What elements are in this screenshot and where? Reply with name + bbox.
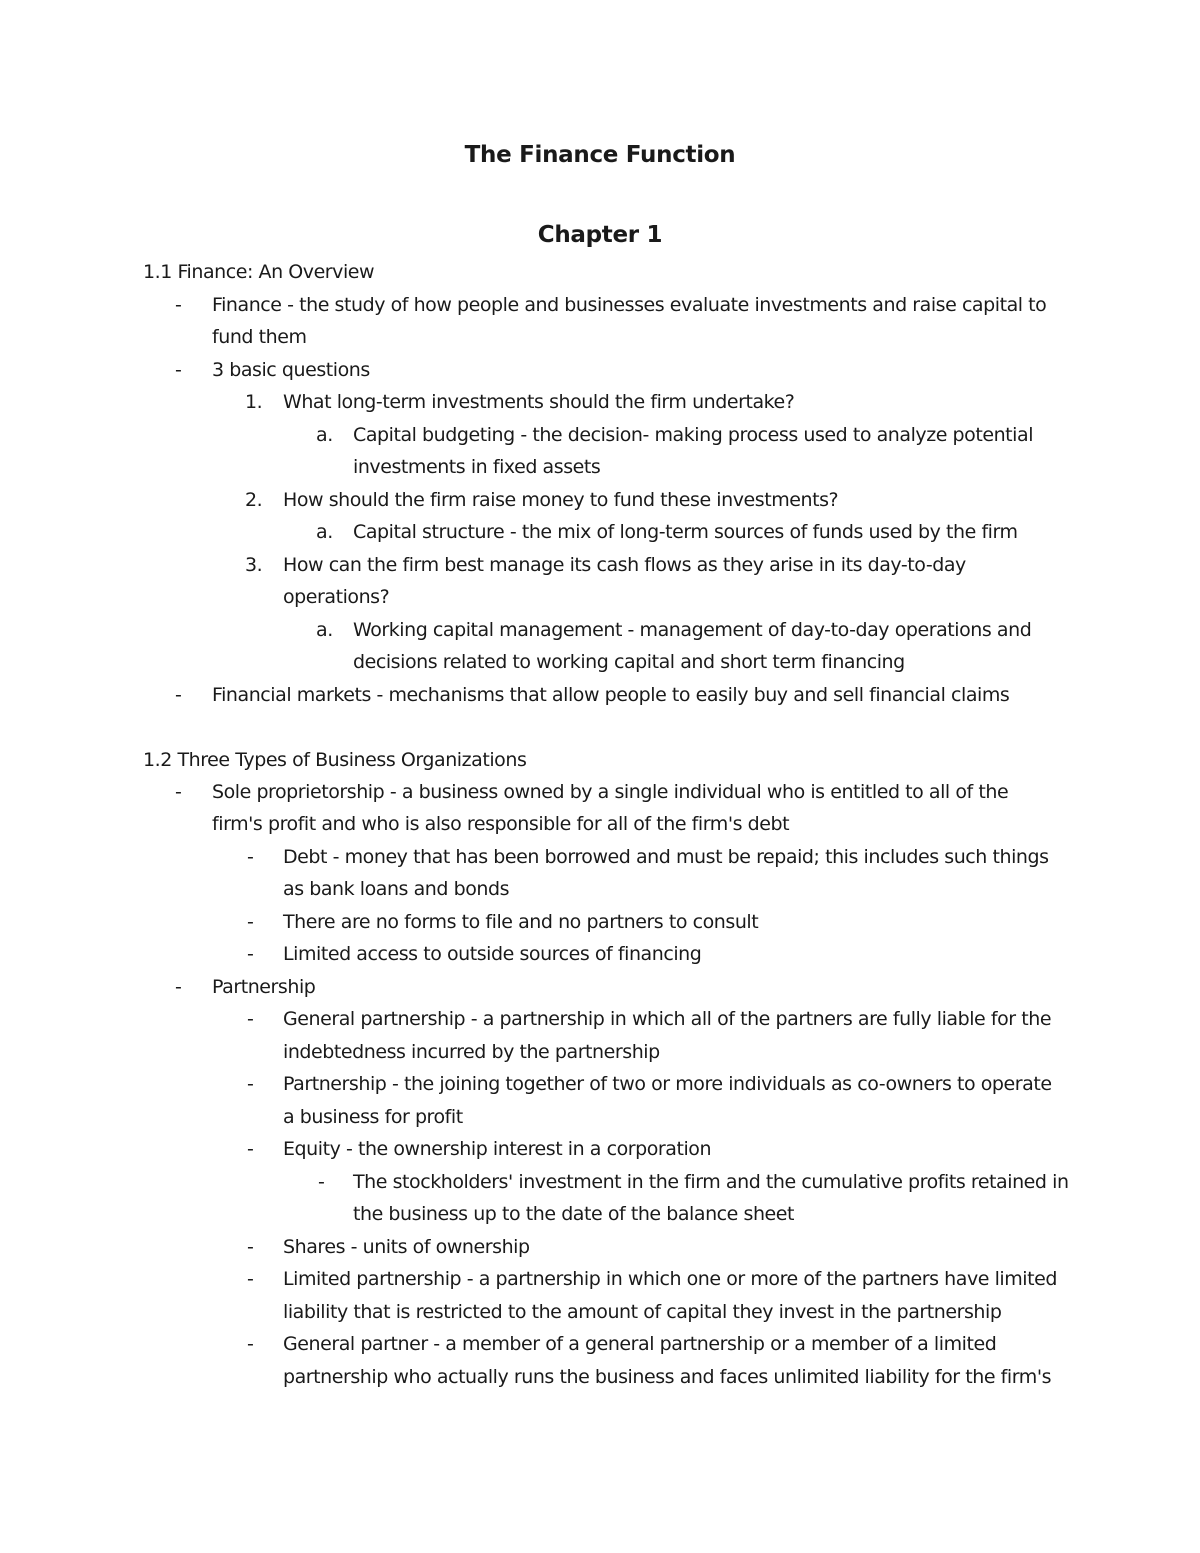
- text-line: General partnership - a partnership in which all of the partners are fully liable for the: [283, 1008, 1052, 1030]
- list-number: 2.: [245, 489, 263, 511]
- text-line: the business up to the date of the balance sheet: [353, 1203, 795, 1225]
- text-line: Limited access to outside sources of financing: [283, 943, 702, 965]
- document-title: The Finance Function: [464, 142, 736, 168]
- list-bullet: -: [247, 1268, 254, 1290]
- text-line: partnership who actually runs the business and faces unlimited liability for the firm's: [283, 1366, 1052, 1388]
- text-line: Equity - the ownership interest in a corporation: [283, 1138, 712, 1160]
- list-letter: a.: [316, 521, 333, 543]
- list-bullet: -: [247, 1138, 254, 1160]
- text-line: as bank loans and bonds: [283, 878, 510, 900]
- list-letter: a.: [316, 619, 333, 641]
- list-bullet: -: [247, 911, 254, 933]
- list-bullet: -: [247, 1236, 254, 1258]
- text-line: decisions related to working capital and short term financing: [353, 651, 905, 673]
- list-bullet: -: [175, 294, 182, 316]
- text-line: Capital budgeting - the decision- making process used to analyze potential: [353, 424, 1034, 446]
- text-line: How should the firm raise money to fund these investments?: [283, 489, 839, 511]
- list-bullet: -: [175, 976, 182, 998]
- text-line: Partnership: [212, 976, 316, 998]
- list-bullet: -: [247, 943, 254, 965]
- text-line: operations?: [283, 586, 390, 608]
- text-line: Working capital management - management of day-to-day operations and: [353, 619, 1032, 641]
- list-letter: a.: [316, 424, 333, 446]
- list-bullet: -: [247, 1073, 254, 1095]
- text-line: How can the firm best manage its cash flows as they arise in its day-to-day: [283, 554, 966, 576]
- text-line: 1.1 Finance: An Overview: [143, 261, 375, 283]
- list-bullet: -: [247, 846, 254, 868]
- text-line: fund them: [212, 326, 307, 348]
- text-line: Capital structure - the mix of long-term sources of funds used by the firm: [353, 521, 1018, 543]
- text-line: The stockholders' investment in the firm and the cumulative profits retained in: [353, 1171, 1069, 1193]
- chapter-heading: Chapter 1: [537, 222, 663, 248]
- text-line: Sole proprietorship - a business owned by a single individual who is entitled to all of the: [212, 781, 1009, 803]
- list-number: 1.: [245, 391, 263, 413]
- text-line: Shares - units of ownership: [283, 1236, 530, 1258]
- text-line: General partner - a member of a general partnership or a member of a limited: [283, 1333, 997, 1355]
- text-line: firm's profit and who is also responsible for all of the firm's debt: [212, 813, 790, 835]
- list-bullet: -: [175, 359, 182, 381]
- text-line: indebtedness incurred by the partnership: [283, 1041, 660, 1063]
- text-line: 1.2 Three Types of Business Organizations: [143, 749, 527, 771]
- list-bullet: -: [175, 781, 182, 803]
- text-line: liability that is restricted to the amount of capital they invest in the partnership: [283, 1301, 1002, 1323]
- list-bullet: -: [247, 1333, 254, 1355]
- text-line: a business for profit: [283, 1106, 463, 1128]
- text-line: Partnership - the joining together of two or more individuals as co-owners to operate: [283, 1073, 1052, 1095]
- text-line: investments in fixed assets: [353, 456, 601, 478]
- text-line: Financial markets - mechanisms that allow people to easily buy and sell financial claims: [212, 684, 1010, 706]
- text-line: Debt - money that has been borrowed and must be repaid; this includes such things: [283, 846, 1049, 868]
- text-line: 3 basic questions: [212, 359, 370, 381]
- list-number: 3.: [245, 554, 263, 576]
- list-bullet: -: [247, 1008, 254, 1030]
- text-line: Finance - the study of how people and businesses evaluate investments and raise capital to: [212, 294, 1047, 316]
- list-bullet: -: [175, 684, 182, 706]
- text-line: What long-term investments should the firm undertake?: [283, 391, 795, 413]
- text-line: Limited partnership - a partnership in which one or more of the partners have limited: [283, 1268, 1057, 1290]
- list-bullet: -: [318, 1171, 325, 1193]
- text-line: There are no forms to file and no partners to consult: [283, 911, 759, 933]
